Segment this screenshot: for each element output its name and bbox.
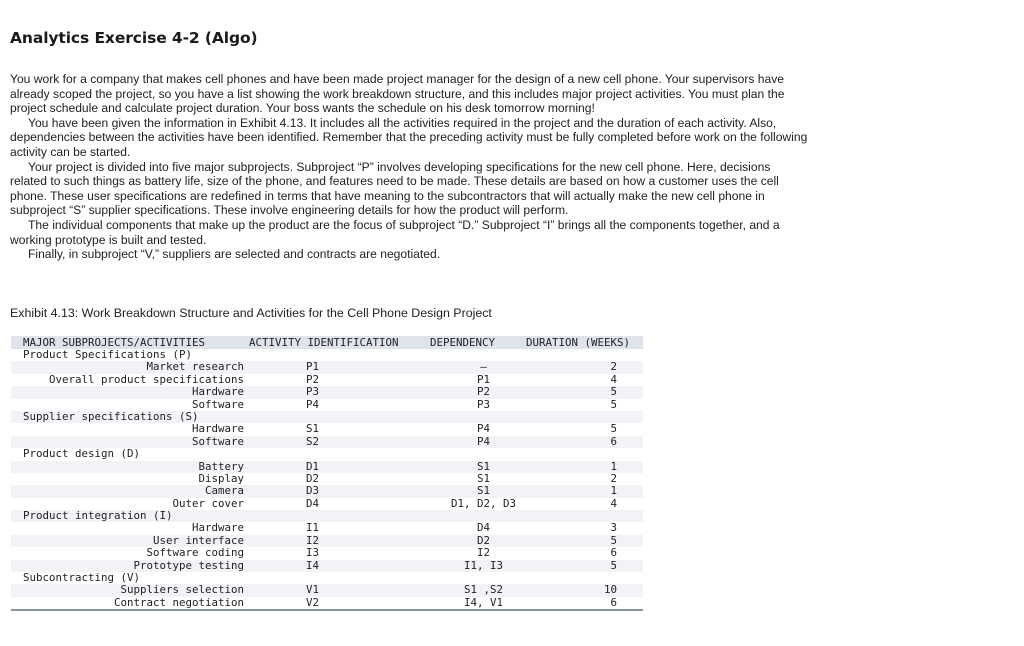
activity-id: I1 (306, 521, 320, 535)
activity-dependency: D4 (476, 521, 490, 535)
activity-duration: 5 (610, 397, 617, 411)
subproject-row (11, 448, 643, 460)
activity-dependency: D2 (476, 533, 490, 547)
activity-id: P4 (306, 397, 320, 411)
activity-name: Camera (204, 484, 244, 498)
subproject-row (11, 349, 643, 361)
activity-name: User interface (152, 533, 244, 547)
activity-name: Hardware (191, 422, 244, 436)
activity-id: S1 (306, 422, 320, 436)
activity-name: Market research (146, 360, 244, 374)
exercise-description (10, 72, 810, 262)
activity-duration: 2 (610, 360, 617, 374)
subproject-name: Product design (D) (23, 447, 141, 461)
activity-dependency: S1 ,S2 (463, 583, 503, 597)
activity-id: I4 (306, 558, 320, 572)
activity-duration: 6 (610, 595, 617, 609)
activity-id: I3 (306, 546, 320, 560)
activity-duration: 5 (610, 533, 617, 547)
activity-dependency: I1, I3 (463, 558, 503, 572)
activity-id: P3 (306, 385, 320, 399)
paragraph-subprojects: Your project is divided into five major subprojects. Subproject “P” involves developing specifications for the new cell phone. Here, decisions related to such things as battery life, size of the phone, and features need to be made. These details are based on how a customer uses the cell phone. These user specifications are redefined in terms that have meaning to the subcontractors that will actually make the new cell phone in subproject “S” supplier specifications. These involve engineering details for how the product will perform. (10, 159, 779, 218)
activity-name: Display (198, 471, 244, 485)
activity-dependency: P2 (476, 385, 490, 399)
activity-dependency: P4 (476, 434, 490, 448)
activity-row (11, 584, 643, 596)
activity-id: D1 (306, 459, 320, 473)
activity-duration: 4 (610, 496, 617, 510)
subproject-name: Subcontracting (V) (23, 571, 141, 585)
activity-row (11, 386, 643, 398)
paragraph-exhibit-info: You have been given the information in Exhibit 4.13. It includes all the activities required in the project and the duration of each activity. Also, dependencies between the activities have been identified. Remember that the preceding activity must be fully completed before work on the following activity can be started. (10, 115, 808, 159)
activity-id: D4 (306, 496, 320, 510)
paragraph-subcontracting: Finally, in subproject “V,” suppliers are selected and contracts are negotiated. (28, 247, 441, 262)
activity-dependency: P3 (476, 397, 490, 411)
activity-name: Hardware (191, 521, 244, 535)
activity-id: D3 (306, 484, 320, 498)
activity-id: S2 (306, 434, 320, 448)
activity-duration: 4 (610, 372, 617, 386)
activity-dependency: I2 (476, 546, 490, 560)
exhibit-caption: Exhibit 4.13: Work Breakdown Structure and Activities for the Cell Phone Design Project (10, 306, 492, 320)
activity-dependency: P1 (476, 372, 490, 386)
activity-duration: 5 (610, 385, 617, 399)
activity-duration: 1 (610, 459, 617, 473)
activity-duration: 5 (610, 558, 617, 572)
activity-dependency: S1 (476, 471, 490, 485)
activity-name: Suppliers selection (120, 583, 244, 597)
activity-name: Outer cover (172, 496, 244, 510)
activity-duration: 5 (610, 422, 617, 436)
activity-duration: 6 (610, 546, 617, 560)
activity-duration: 2 (610, 471, 617, 485)
subproject-row (11, 572, 643, 584)
activity-duration: 10 (603, 583, 617, 597)
activity-name: Software (191, 434, 244, 448)
activity-duration: 3 (610, 521, 617, 535)
subproject-name: Product integration (I) (23, 509, 173, 523)
subproject-name: Product Specifications (P) (23, 348, 193, 361)
activity-row (11, 374, 643, 386)
activity-row (11, 461, 643, 473)
activity-row (11, 485, 643, 497)
activity-name: Software (191, 397, 244, 411)
activity-row (11, 597, 643, 609)
activity-dependency: P4 (476, 422, 490, 436)
activity-duration: 6 (610, 434, 617, 448)
activity-id: V1 (306, 583, 320, 597)
activity-row (11, 473, 643, 485)
paragraph-components: The individual components that make up the product are the focus of subproject “D.” Subproject “I” brings all the components together, and a working prototype is built and tested. (10, 217, 780, 247)
activity-dependency: — (480, 360, 487, 374)
activity-id: P1 (306, 360, 320, 374)
activity-row (11, 423, 643, 435)
exercise-title: Analytics Exercise 4-2 (Algo) (10, 29, 258, 47)
activity-dependency: S1 (476, 484, 490, 498)
activity-row (11, 547, 643, 559)
activity-duration: 1 (610, 484, 617, 498)
activity-name: Hardware (191, 385, 244, 399)
activity-id: D2 (306, 471, 320, 485)
wbs-table (11, 336, 643, 611)
activity-dependency: D1, D2, D3 (450, 496, 516, 510)
activity-name: Software coding (146, 546, 244, 560)
activity-id: V2 (306, 595, 320, 609)
activity-name: Overall product specifications (48, 372, 244, 386)
subproject-row (11, 411, 643, 423)
activity-row (11, 535, 643, 547)
subproject-name: Supplier specifications (S) (23, 409, 199, 423)
activity-name: Contract negotiation (113, 595, 244, 609)
header-duration: DURATION (WEEKS) (526, 336, 631, 349)
header-activities: MAJOR SUBPROJECTS/ACTIVITIES (23, 336, 206, 349)
activity-id: I2 (306, 533, 320, 547)
activity-id: P2 (306, 372, 320, 386)
paragraph-intro: You work for a company that makes cell phones and have been made project manager for the design of a new cell phone. Your supervisors have already scoped the project, so you have a list showing the work breakdown structure, and this includes major project activities. You must plan the project schedule and calculate project duration. Your boss wants the schedule on his desk tomorrow morning! (10, 72, 785, 116)
activity-row (11, 361, 643, 373)
subproject-row (11, 510, 643, 522)
header-activity-id: ACTIVITY IDENTIFICATION (249, 336, 399, 349)
activity-row (11, 522, 643, 534)
activity-dependency: S1 (476, 459, 490, 473)
activity-name: Battery (198, 459, 244, 473)
activity-name: Prototype testing (133, 558, 244, 572)
header-dependency: DEPENDENCY (430, 336, 496, 349)
activity-dependency: I4, V1 (463, 595, 503, 609)
